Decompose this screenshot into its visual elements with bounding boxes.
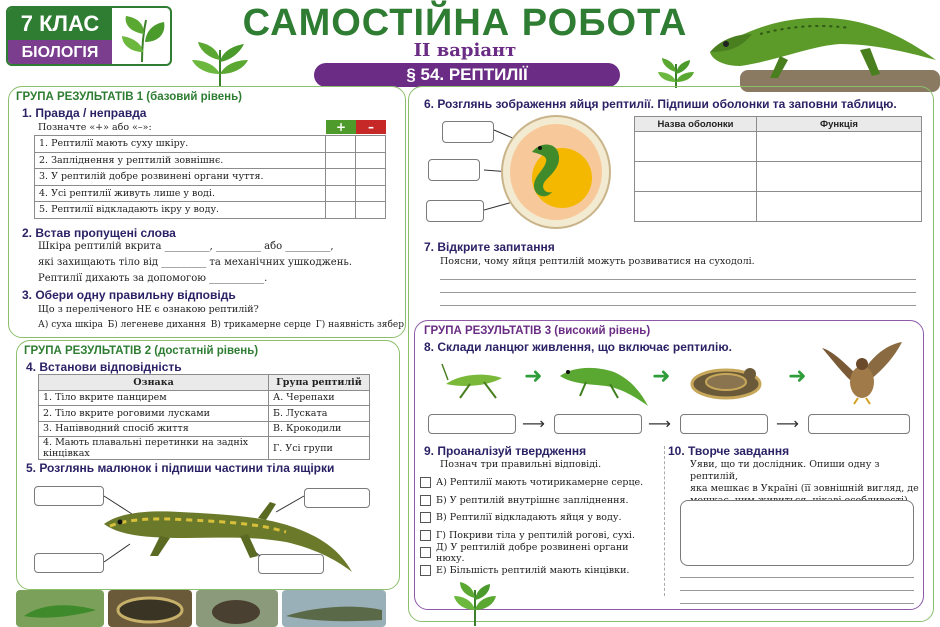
task3-options <box>38 320 404 330</box>
topic-banner: § 54. РЕПТИЛІЇ <box>314 63 620 87</box>
task1-title: 1. Правда / неправда <box>22 106 147 120</box>
chain-arrow-icon: ➜ <box>524 364 543 389</box>
task10-title: 10. Творче завдання <box>668 444 790 458</box>
option-d[interactable]: Г) наявність зябер <box>315 320 404 330</box>
statement-cell: 1. Рептилії мають суху шкіру. <box>35 136 326 153</box>
task2-text <box>38 239 398 287</box>
group-cell: Г. Усі групи <box>269 437 370 460</box>
task9-options <box>420 474 660 579</box>
minus-cell[interactable] <box>356 185 386 202</box>
option-a[interactable]: А) суха шкіра <box>38 320 103 330</box>
fill-line[interactable]: Рептилії дихають за допомогою ___________. <box>38 273 268 284</box>
checkbox[interactable] <box>420 565 431 576</box>
table-cell[interactable] <box>757 192 922 222</box>
group2-title: ГРУПА РЕЗУЛЬТАТІВ 2 (достатній рівень) <box>24 345 259 357</box>
table-row <box>39 421 370 437</box>
variant-label: II варіант <box>413 40 517 61</box>
fill-line[interactable]: які захищають тіло від _________ та механічних ушкоджень. <box>38 257 353 268</box>
task7-question: Поясни, чому яйця рептилій можуть розвиватися на суходолі. <box>440 256 755 267</box>
leaf-icon <box>116 12 170 64</box>
group3-title: ГРУПА РЕЗУЛЬТАТІВ 3 (високий рівень) <box>424 325 651 337</box>
task7-title: 7. Відкрите запитання <box>424 240 555 254</box>
task9-instruction: Познач три правильні відповіді. <box>440 459 602 470</box>
option-c[interactable]: В) трикамерне серце <box>210 320 311 330</box>
table-cell[interactable] <box>757 132 922 162</box>
table-row <box>39 437 370 460</box>
table-row <box>35 169 386 186</box>
plus-cell[interactable] <box>326 169 356 186</box>
table-row <box>635 162 922 192</box>
task3-title: 3. Обери одну правильну відповідь <box>22 288 236 302</box>
table-cell[interactable] <box>757 162 922 192</box>
table-cell[interactable] <box>635 162 757 192</box>
chain-box-3[interactable] <box>680 414 768 434</box>
plus-cell[interactable] <box>326 185 356 202</box>
chain-box-4[interactable] <box>808 414 910 434</box>
minus-cell[interactable] <box>356 136 386 153</box>
task6-title: 6. Розглянь зображення яйця рептилії. Підпиши оболонки та заповни таблицю. <box>424 97 897 111</box>
plus-cell[interactable] <box>326 136 356 153</box>
table-row <box>35 152 386 169</box>
minus-cell[interactable] <box>356 169 386 186</box>
group-header: Група рептилій <box>269 375 370 391</box>
option-b[interactable]: Б) легеневе дихання <box>107 320 206 330</box>
grade-label: 7 КЛАС <box>8 8 112 40</box>
checkbox-item[interactable]: А) Рептилії мають чотирикамерне серце. <box>420 474 660 492</box>
membrane-function-header: Функція <box>757 117 922 132</box>
creative-answer-box[interactable] <box>680 500 914 566</box>
egg-label-box-2[interactable] <box>428 159 480 181</box>
task3-question: Що з переліченого НЕ є ознакою рептилій? <box>38 304 259 315</box>
checkbox-item[interactable]: Г) Покриви тіла у рептилій рогові, сухі. <box>420 527 660 545</box>
grade-badge <box>6 6 172 66</box>
feature-cell: 2. Тіло вкрите роговими лусками <box>39 406 269 422</box>
chain-box-1[interactable] <box>428 414 516 434</box>
statement-cell: 5. Рептилії відкладають ікру у воду. <box>35 202 326 219</box>
true-false-table <box>34 135 386 219</box>
table-row <box>35 185 386 202</box>
grasshopper-icon <box>440 358 510 402</box>
checkbox[interactable] <box>420 512 431 523</box>
egg-label-box-3[interactable] <box>426 200 484 222</box>
fill-line[interactable]: Шкіра рептилій вкрита _________, _________ або _________, <box>38 241 334 252</box>
chain-arrow-icon: ➜ <box>788 364 807 389</box>
task2-title: 2. Встав пропущені слова <box>22 226 176 240</box>
snake-icon <box>686 358 768 402</box>
leaf-decoration-icon <box>190 40 250 88</box>
feature-header: Ознака <box>39 375 269 391</box>
table-row <box>39 406 370 422</box>
chain-small-arrow-icon: ⟶ <box>776 414 799 433</box>
minus-cell[interactable] <box>356 152 386 169</box>
lizard-header-illustration <box>700 0 940 92</box>
checkbox-item[interactable]: Д) У рептилій добре розвинені органи нюху. <box>420 544 660 562</box>
matching-table <box>38 374 370 460</box>
task9-title: 9. Проаналізуй твердження <box>424 444 587 458</box>
checkbox[interactable] <box>420 530 431 541</box>
feature-cell: 4. Мають плавальні перетинки на задніх кінцівках <box>39 437 269 460</box>
plus-cell[interactable] <box>326 202 356 219</box>
table-row <box>35 136 386 153</box>
page-title: САМОСТІЙНА РОБОТА <box>242 2 688 44</box>
table-row <box>35 202 386 219</box>
checkbox[interactable] <box>420 477 431 488</box>
checkbox-item[interactable]: Е) Більшість рептилій мають кінцівки. <box>420 562 660 580</box>
plus-header: + <box>326 120 356 134</box>
small-plant-icon <box>656 58 696 88</box>
task1-instruction: Позначте «+» або «–»: <box>38 122 152 133</box>
table-cell[interactable] <box>635 132 757 162</box>
group-cell: В. Крокодили <box>269 421 370 437</box>
group1-title: ГРУПА РЕЗУЛЬТАТІВ 1 (базовий рівень) <box>16 91 243 103</box>
answer-line[interactable] <box>680 577 914 578</box>
group-cell: Б. Луската <box>269 406 370 422</box>
table-row <box>39 390 370 406</box>
table-row <box>635 132 922 162</box>
chain-arrow-icon: ➜ <box>652 364 671 389</box>
chain-box-2[interactable] <box>554 414 642 434</box>
divider <box>664 446 665 596</box>
statement-cell: 2. Запліднення у рептилій зовнішнє. <box>35 152 326 169</box>
table-row <box>635 192 922 222</box>
answer-line[interactable] <box>680 590 914 591</box>
subject-label: БІОЛОГІЯ <box>8 40 112 66</box>
minus-header: – <box>356 120 386 134</box>
feature-cell: 1. Тіло вкрите панцирем <box>39 390 269 406</box>
minus-cell[interactable] <box>356 202 386 219</box>
feature-cell: 3. Напівводний спосіб життя <box>39 421 269 437</box>
membrane-name-header: Назва оболонки <box>635 117 757 132</box>
group-cell: А. Черепахи <box>269 390 370 406</box>
statement-cell: 3. У рептилій добре розвинені органи чуття. <box>35 169 326 186</box>
table-cell[interactable] <box>635 192 757 222</box>
chain-small-arrow-icon: ⟶ <box>522 414 545 433</box>
checkbox[interactable] <box>420 495 431 506</box>
lizard-illustration <box>90 490 380 590</box>
statement-cell: 4. Усі рептилії живуть лише у воді. <box>35 185 326 202</box>
reptile-egg-illustration <box>484 112 614 230</box>
task10-text: Уяви, що ти дослідник. Опиши одну з рептилій, яка мешкає в Україні (її зовнішній вигляд, де <box>690 459 919 494</box>
task5-title: 5. Розглянь малюнок і підпиши частини тіла ящірки <box>26 461 335 475</box>
bird-of-prey-icon <box>820 340 904 406</box>
reptile-photos-strip <box>16 590 386 627</box>
checkbox-item[interactable]: В) Рептилії відкладають яйця у воду. <box>420 509 660 527</box>
lizard-chain-icon <box>556 356 652 412</box>
answer-line[interactable] <box>440 305 916 306</box>
checkbox-item[interactable]: Б) У рептилій внутрішнє запліднення. <box>420 492 660 510</box>
answer-line[interactable] <box>440 292 916 293</box>
answer-line[interactable] <box>680 603 914 604</box>
plus-cell[interactable] <box>326 152 356 169</box>
membrane-function-table <box>634 116 922 222</box>
chain-small-arrow-icon: ⟶ <box>648 414 671 433</box>
bottom-leaf-icon <box>452 580 498 626</box>
checkbox[interactable] <box>420 547 431 558</box>
task4-title: 4. Встанови відповідність <box>26 360 182 374</box>
answer-line[interactable] <box>440 279 916 280</box>
task8-title: 8. Склади ланцюг живлення, що включає рептилію. <box>424 340 732 354</box>
